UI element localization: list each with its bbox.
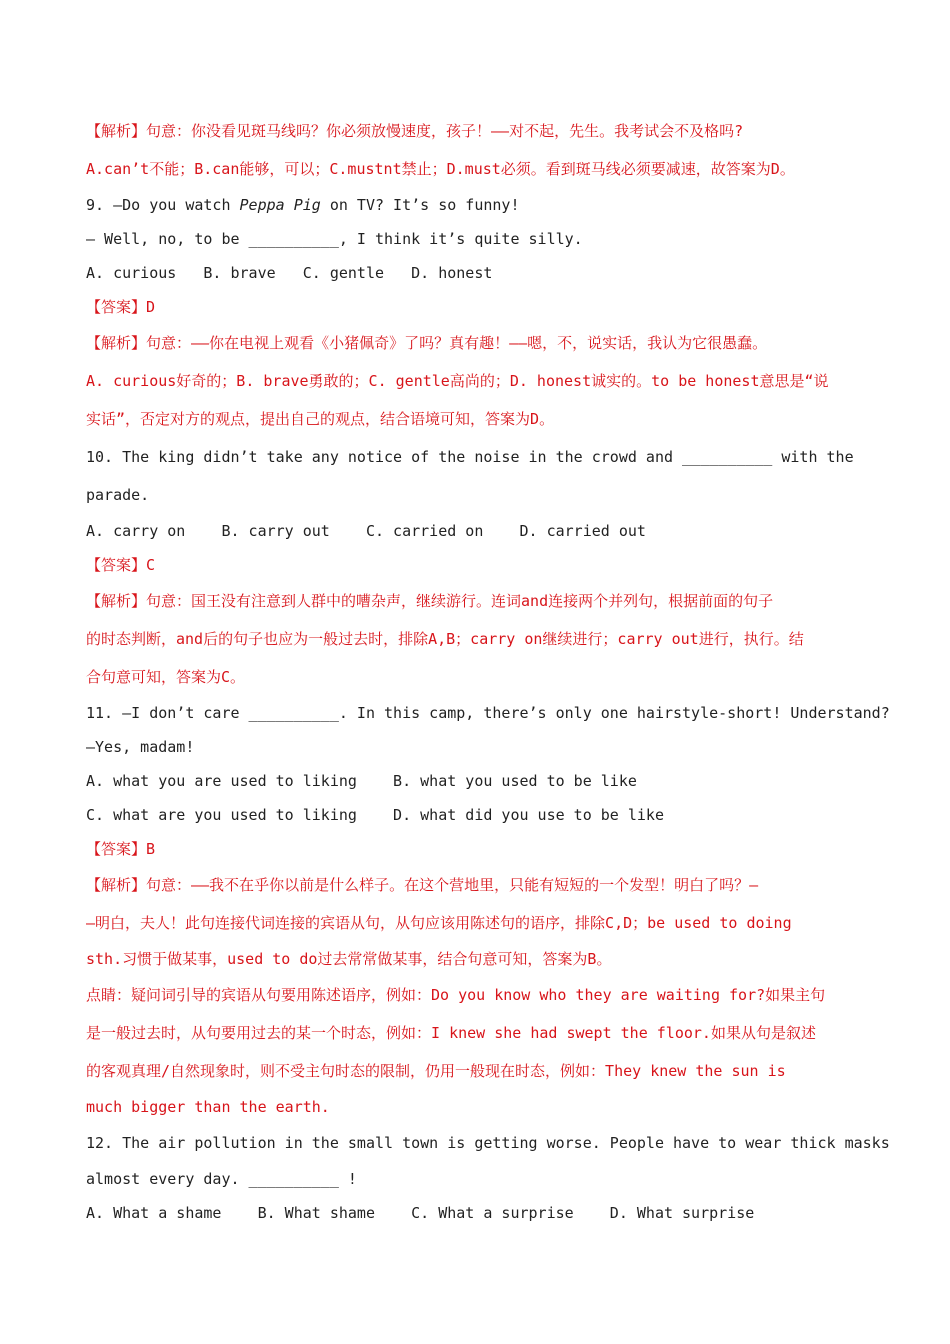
q11-tip-line-1: 点睛：疑问词引导的宾语从句要用陈述语序，例如：Do you know who they are waiting for?如果主句 — [86, 986, 826, 1004]
q9-stem-pre: 9. —Do you watch — [86, 196, 240, 214]
document-page — [86, 112, 890, 1230]
q9-stem — [86, 188, 876, 222]
q11-options-line-2: C. what are you used to liking D. what did you use to be like — [86, 806, 664, 824]
q10-stem-line-1: 10. The king didn’t take any notice of the noise in the crowd and __________ with the — [86, 448, 854, 466]
q12-options: A. What a shame B. What shame C. What a surprise D. What surprise — [86, 1204, 755, 1222]
q10-analysis-line-1: 【解析】句意：国王没有注意到人群中的嘈杂声，继续游行。连词and连接两个并列句，根据前面的句子 — [86, 592, 774, 610]
q11-tip-line-3: 的客观真理/自然现象时，则不受主句时态的限制，仍用一般现在时态，例如：They knew the sun is — [86, 1062, 786, 1080]
q12-stem-line-1: 12. The air pollution in the small town is getting worse. People have to wear thick masks — [86, 1134, 890, 1152]
q11-answer: 【答案】B — [86, 840, 156, 858]
q10-analysis-line-3: 合句意可知，答案为C。 — [86, 668, 246, 686]
q9-stem-post: on TV? It’s so funny! — [320, 196, 520, 214]
q9-analysis-line-2: A. curious好奇的；B. brave勇敢的；C. gentle高尚的；D. honest诚实的。to be honest意思是“说 — [86, 372, 829, 390]
q9-analysis-line-3: 实话”，否定对方的观点，提出自己的观点，结合语境可知，答案为D。 — [86, 410, 555, 428]
q8-analysis-line-2: A.can’t不能；B.can能够，可以；C.mustnt禁止；D.must必须。看到斑马线必须要减速，故答案为D。 — [86, 160, 795, 178]
q9-analysis-line-1: 【解析】句意：——你在电视上观看《小猪佩奇》了吗？真有趣！——嗯，不，说实话，我认为它很愚蠢。 — [86, 334, 768, 352]
q11-stem-line-2: —Yes, madam! — [86, 738, 195, 756]
q10-analysis-line-2: 的时态判断，and后的句子也应为一般过去时，排除A,B；carry on继续进行；carry out进行，执行。结 — [86, 630, 804, 648]
q11-stem-line-1: 11. —I don’t care __________. In this camp, there’s only one hairstyle-short! Understand? — [86, 704, 890, 722]
q11-analysis-line-2: —明白，夫人！此句连接代词连接的宾语从句，从句应该用陈述句的语序，排除C,D；be used to doing — [86, 914, 792, 932]
q10-options: A. carry on B. carry out C. carried on D. carried out — [86, 522, 646, 540]
q9-options: A. curious B. brave C. gentle D. honest — [86, 264, 493, 282]
q9-stem-title: Peppa Pig — [239, 196, 321, 214]
q11-tip-line-4: much bigger than the earth. — [86, 1098, 330, 1116]
q9-answer: 【答案】D — [86, 298, 156, 316]
q12-stem-line-2: almost every day. __________ ! — [86, 1170, 357, 1188]
q11-options-line-1: A. what you are used to liking B. what you used to be like — [86, 772, 637, 790]
q10-stem-line-2: parade. — [86, 486, 150, 504]
q11-tip-line-2: 是一般过去时，从句要用过去的某一个时态，例如：I knew she had swept the floor.如果从句是叙述 — [86, 1024, 816, 1042]
q8-analysis-line-1: 【解析】句意：你没看见斑马线吗？你必须放慢速度，孩子！——对不起，先生。我考试会不及格吗? — [86, 122, 744, 140]
q9-line-2: — Well, no, to be __________, I think it’s quite silly. — [86, 230, 583, 248]
q11-analysis-line-1: 【解析】句意：——我不在乎你以前是什么样子。在这个营地里，只能有短短的一个发型！明白了吗？— — [86, 876, 759, 894]
q10-answer: 【答案】C — [86, 556, 156, 574]
q11-analysis-line-3: sth.习惯于做某事，used to do过去常常做某事，结合句意可知，答案为B。 — [86, 950, 612, 968]
